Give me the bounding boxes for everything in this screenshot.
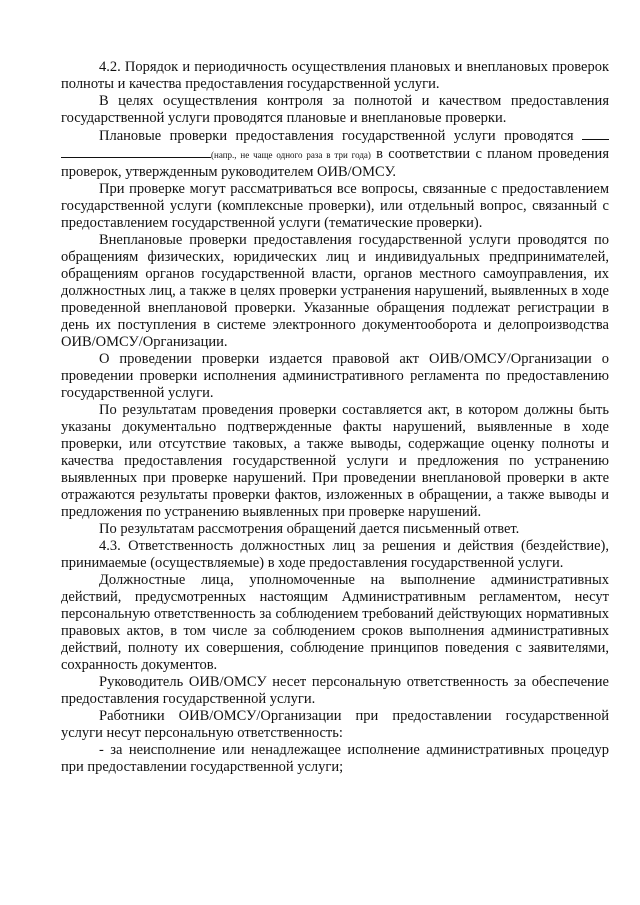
fill-in-blank-long bbox=[61, 145, 211, 158]
paragraph-written-reply: По результатам рассмотрения обращений дается письменный ответ. bbox=[99, 521, 520, 537]
paragraph-4-2: 4.2. Порядок и периодичность осуществления плановых и внеплановых проверок полноты и качества предоставления государственной услуги. bbox=[61, 59, 609, 92]
planned-checks-note: (напр., не чаще одного раза в три года) bbox=[211, 150, 371, 160]
paragraph-check-results: По результатам проведения проверки составляется акт, в котором должны быть указаны документально подтвержденные факты нарушений, выявленные в ходе проверки, или отсутствие таковых, а также выводы, содержащие оценку полноты и качества предоставления государственной услуги и предложения по устранению выявленных при проверке нарушений. При проведении внеплановой проверки в акте отражаются результаты проверки фактов, изложенных в обращении, а также выводы и предложения по устранению выявленных при проверке нарушений. bbox=[61, 402, 609, 520]
paragraph-unplanned-checks: Внеплановые проверки предоставления государственной услуги проводятся по обращениям физических, юридических лиц и индивидуальных предпринимателей, обращениям органов государственной власти, органов местного самоуправления, их должностных лиц, а также в целях проверки устранения нарушений, выявленных в ходе проведенной внеплановой проверки. Указанные обращения подлежат регистрации в день их поступления в системе электронного документооборота и делопроизводства ОИВ/ОМСУ/Организации. bbox=[61, 232, 609, 350]
paragraph-check-scope: При проверке могут рассматриваться все вопросы, связанные с предоставлением государственной услуги (комплексные проверки), или отдельный вопрос, связанный с предоставлением государственной услуги (тематические проверки). bbox=[61, 181, 609, 231]
paragraph-list-item: - за неисполнение или ненадлежащее исполнение административных процедур при предоставлении государственной услуги; bbox=[61, 742, 609, 775]
paragraph-legal-act: О проведении проверки издается правовой акт ОИВ/ОМСУ/Организации о проведении проверки исполнения административного регламента по предоставлению государственной услуги. bbox=[61, 351, 609, 401]
paragraph-staff-responsibility: Работники ОИВ/ОМСУ/Организации при предоставлении государственной услуги несут персональную ответственность: bbox=[61, 708, 609, 741]
document-page bbox=[61, 59, 609, 776]
paragraph-head-responsibility: Руководитель ОИВ/ОМСУ несет персональную ответственность за обеспечение предоставления государственной услуги. bbox=[61, 674, 609, 707]
paragraph-planned-checks bbox=[61, 127, 609, 181]
fill-in-blank bbox=[582, 127, 609, 140]
paragraph-4-3: 4.3. Ответственность должностных лиц за решения и действия (бездействие), принимаемые (осуществляемые) в ходе предоставления государственной услуги. bbox=[61, 538, 609, 571]
planned-checks-text-end: в соответствии с планом проведения проверок, утвержденным руководителем ОИВ/ОМСУ. bbox=[61, 146, 609, 180]
planned-checks-text-start: Плановые проверки предоставления государственной услуги проводятся bbox=[99, 128, 582, 144]
paragraph-officials-responsibility: Должностные лица, уполномоченные на выполнение административных действий, предусмотренных настоящим Административным регламентом, несут персональную ответственность за соблюдением требований действующих нормативных правовых актов, в том числе за соблюдением сроков выполнения административных действий, полноту их совершения, соблюдение принципов поведения с заявителями, сохранность документов. bbox=[61, 572, 609, 673]
paragraph-control-purpose: В целях осуществления контроля за полнотой и качеством предоставления государственной услуги проводятся плановые и внеплановые проверки. bbox=[61, 93, 609, 126]
